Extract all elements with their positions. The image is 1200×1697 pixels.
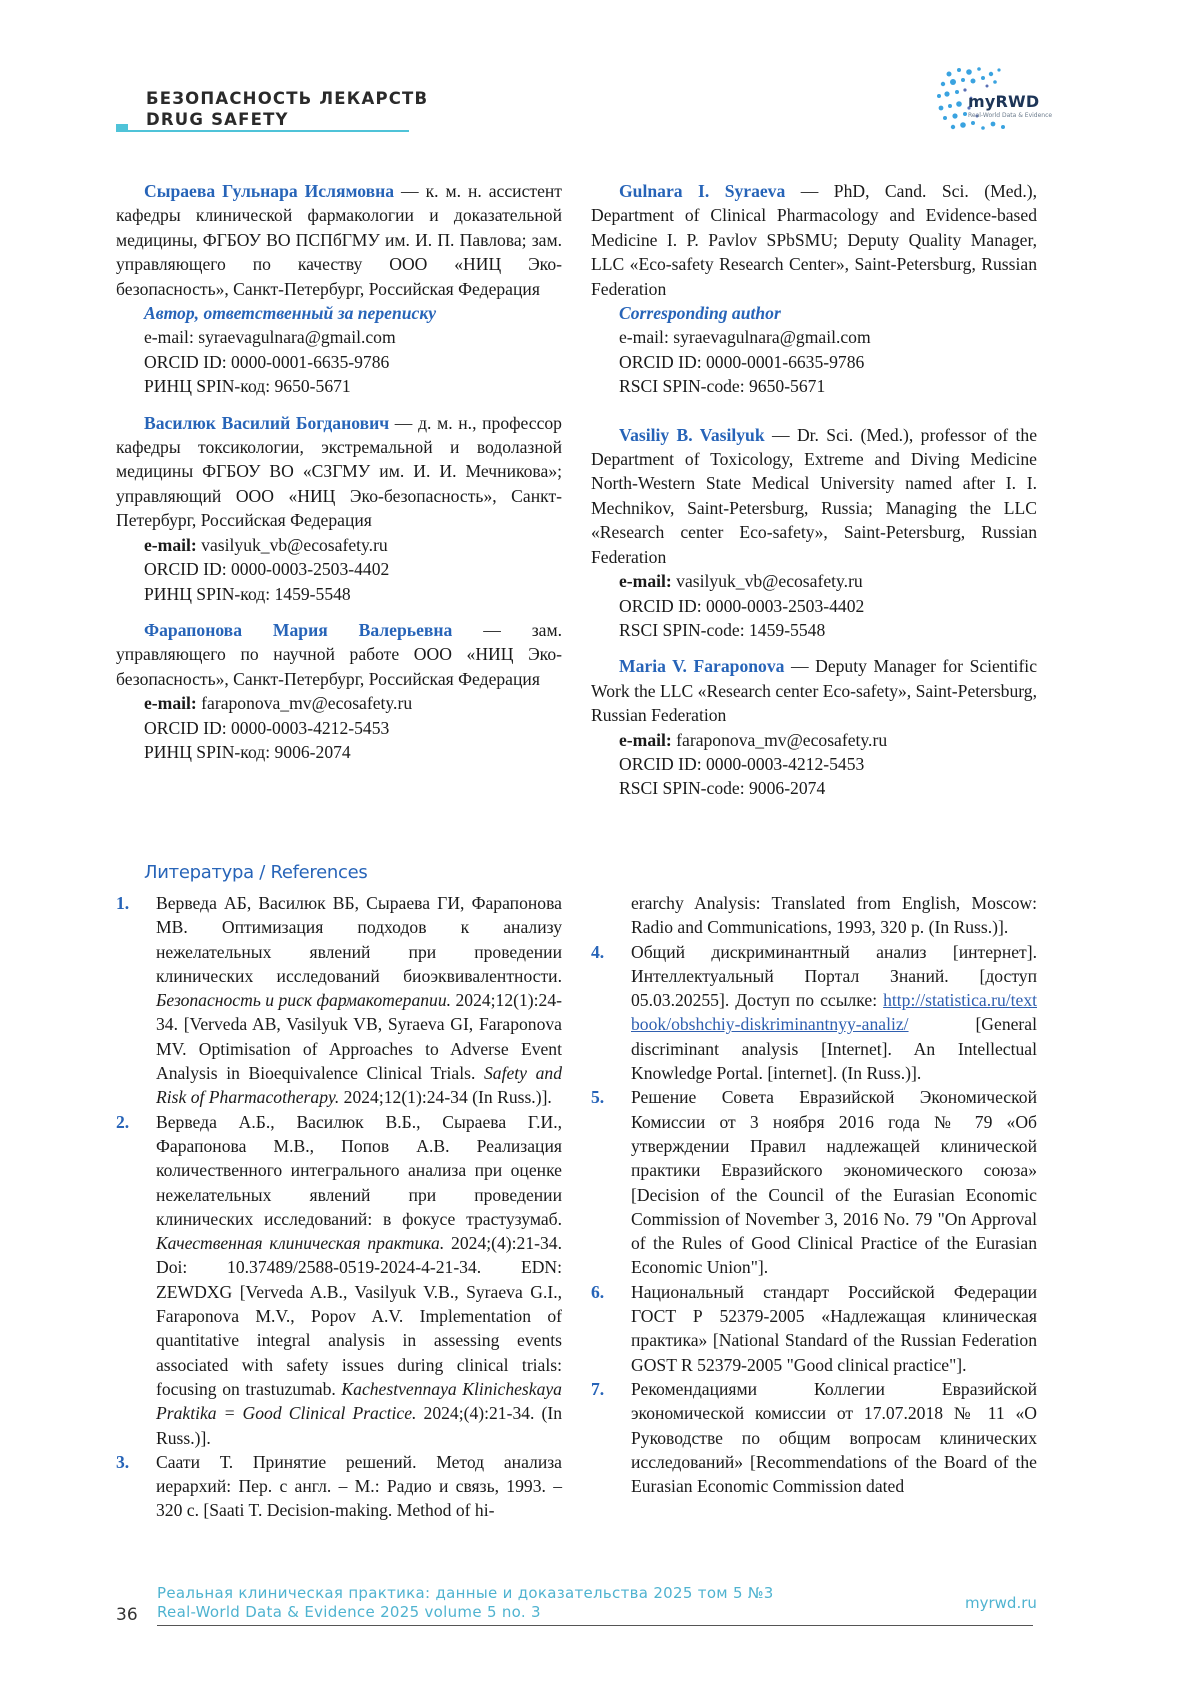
author-affiliation: д. м. н., профессор кафедры токсикологии, экстремальной и водолазной медицины ФГБОУ ВО «СЗГМУ им. И. И. Мечникова»; управляющий ООО «НИЦ Эко-безопасность», Санкт-Петербург, Российская Федерация <box>116 412 562 531</box>
reference-number: 6. <box>591 1281 605 1302</box>
email-label: e-mail: <box>144 693 197 714</box>
author-orcid: ORCID ID: 0000-0003-2503-4402 <box>619 595 865 616</box>
page-number: 36 <box>116 1605 138 1625</box>
authors-ru-column <box>116 179 562 776</box>
author-affiliation: PhD, Cand. Sci. (Med.), Department of Clinical Pharmacology and Evidence-based Medicine I. P. Pavlov SPbSMU; Deputy Quality Manager, LLC «Eco-safety Research Center», Saint-Petersburg, Russian Federation <box>591 181 1037 299</box>
section-header <box>146 88 428 130</box>
author-affiliation: к. м. н. ассистент кафедры клинической фармакологии и доказательной медицины, ФГБОУ ВО ПСПбГМУ им. И. П. Павлова; зам. управляющего по качеству ООО «НИЦ Эко-безопасность», Санкт-Петербург, Российская Федерация <box>116 181 562 299</box>
footer-site-link[interactable]: myrwd.ru <box>965 1594 1037 1612</box>
references-heading: Литература / References <box>144 862 368 883</box>
reference-number: 5. <box>591 1087 605 1108</box>
author-email: vasilyuk_vb@ecosafety.ru <box>676 571 863 592</box>
author-name: Василюк Василий Богданович <box>144 412 390 433</box>
author-affiliation: Deputy Manager for Scientific Work the LLC «Research center Eco-safety», Saint-Petersburg, Russian Federation <box>591 656 1037 726</box>
author-name: Сыраева Гульнара Ислямовна <box>144 181 395 201</box>
footer-journal-en: Real-World Data & Evidence 2025 volume 5 no. 3 <box>157 1603 541 1621</box>
author-en-3: Maria V. Faraponova — Deputy Manager for Scientific Work the LLC «Research center Eco-safety», Saint-Petersburg, Russian Federation e-mail: faraponova_mv@ecosafety.ru ORCID ID: 0000-0003-4212-5453 RSCI SPIN-code: 9006-2074 <box>591 654 1037 800</box>
author-affiliation: Dr. Sci. (Med.), professor of the Department of Toxicology, Extreme and Diving Medicine North-Western State Medical University named after I. I. Mechnikov, Saint-Petersburg, Russia; Managing the LLC «Research center Eco-safety», Saint-Petersburg, Russian Federation <box>591 424 1038 567</box>
reference-number: 1. <box>116 893 130 913</box>
reference-item-2 <box>116 1110 562 1450</box>
reference-number: 4. <box>591 941 605 962</box>
reference-text: Общий дискриминантный анализ [интернет]. Интеллектуальный Портал Знаний. [доступ 05.03.20255]. Доступ по ссылке: <box>631 941 1037 1011</box>
reference-link[interactable]: http://statistica.ru/textbook/obshchiy-diskriminantnyy-analiz/ <box>631 990 1038 1035</box>
reference-item-4 <box>591 940 1037 1086</box>
footer-divider <box>157 1625 1033 1626</box>
reference-text: 2024;(4):21-34. Doi: 10.37489/2588-0519-2024-4-21-34. EDN: ZEWDXG [Verveda A.B., Vasilyuk V.B., Syraeva G.I., Faraponova M.V., Popov A.V. Implementation of quantitative integral analysis in assessing events associated with safety issues during clinical trials: focusing on trastuzumab. <box>156 1233 562 1399</box>
author-affiliation: зам. управляющего по научной работе ООО «НИЦ Эко-безопасность», Санкт-Петербург, Российская Федерация <box>116 619 563 689</box>
author-name: Фарапонова Мария Валерьевна <box>144 619 453 640</box>
footer-journal-ru: Реальная клиническая практика: данные и доказательства 2025 том 5 №3 <box>157 1584 774 1602</box>
reference-journal: Безопасность и риск фармакотерапии. <box>156 990 452 1011</box>
reference-journal: Safety and Risk of Pharmacotherapy. <box>156 1063 562 1108</box>
corresponding-author-label: Corresponding author <box>619 303 781 324</box>
header-underline <box>116 130 409 132</box>
author-spin: RSCI SPIN-code: 9650-5671 <box>619 376 826 397</box>
author-spin: RSCI SPIN-code: 9006-2074 <box>619 778 826 799</box>
email-label: e-mail: <box>619 729 672 750</box>
author-orcid: ORCID ID: 0000-0003-4212-5453 <box>619 753 865 774</box>
author-orcid: ORCID ID: 0000-0003-4212-5453 <box>144 717 390 738</box>
reference-text: Верведа А.Б., Василюк В.Б., Сыраева Г.И., Фарапонова М.В., Попов А.В. Реализация количественного интегрального анализа при оценке нежелательных явлений при проведении клинических исследований: в фокусе трастузумаб. <box>156 1111 562 1229</box>
reference-text: 2024;12(1):24-34 (In Russ.)]. <box>343 1087 552 1108</box>
reference-text: Саати Т. Принятие решений. Метод анализа иерархий: Пер. с англ. – М.: Радио и связь, 1993. – 320 с. [Saati T. Decision-making. Method of hi- <box>156 1451 562 1521</box>
author-orcid: ORCID ID: 0000-0001-6635-9786 <box>144 351 390 372</box>
author-email: faraponova_mv@ecosafety.ru <box>201 693 413 714</box>
reference-text: 2024;12(1):24-34. [Verveda AB, Vasilyuk VB, Syraeva GI, Faraponova MV. Optimisation of Approaches to Adverse Event Analysis in Bioequivalence Clinical Trials. <box>156 990 562 1084</box>
reference-text: [General discriminant analysis [Internet]. An Intellectual Knowledge Portal. [internet]. (In Russ.)]. <box>631 1014 1037 1084</box>
reference-item-1 <box>116 891 562 1110</box>
reference-number: 3. <box>116 1451 130 1472</box>
reference-journal: Качественная клиническая практика. <box>156 1233 445 1254</box>
corresponding-author-label: Автор, ответственный за переписку <box>144 303 437 324</box>
reference-text: 2024;(4):21-34. (In Russ.)]. <box>156 1403 563 1448</box>
author-name: Gulnara I. Syraeva <box>619 181 786 201</box>
author-email: faraponova_mv@ecosafety.ru <box>676 729 888 750</box>
reference-number: 7. <box>591 1378 605 1399</box>
email-label: e-mail: <box>619 571 672 592</box>
section-title-en: DRUG SAFETY <box>146 110 289 129</box>
author-name: Vasiliy B. Vasilyuk <box>619 424 765 445</box>
email-label: e-mail: <box>144 534 197 555</box>
author-ru-3: Фарапонова Мария Валерьевна — зам. управляющего по научной работе ООО «НИЦ Эко-безопасность», Санкт-Петербург, Российская Федерация e-mail: faraponova_mv@ecosafety.ru ORCID ID: 0000-0003-4212-5453 РИНЦ SPIN-код: 9006-2074 <box>116 618 562 764</box>
reference-item-5 <box>591 1085 1037 1279</box>
author-ru-1: Сыраева Гульнара Ислямовна — к. м. н. ассистент кафедры клинической фармакологии и доказательной медицины, ФГБОУ ВО ПСПбГМУ им. И. П. Павлова; зам. управляющего по качеству ООО «НИЦ Эко-безопасность», Санкт-Петербург, Российская Федерация Автор, ответственный за переписку e-mail: syraevagulnara@gmail.com ORCID ID: 0000-0001-6635-9786 РИНЦ SPIN-код: 9650-5671 <box>116 179 562 399</box>
reference-item-6 <box>591 1280 1037 1377</box>
author-ru-2: Василюк Василий Богданович — д. м. н., профессор кафедры токсикологии, экстремальной и водолазной медицины ФГБОУ ВО «СЗГМУ им. И. И. Мечникова»; управляющий ООО «НИЦ Эко-безопасность», Санкт-Петербург, Российская Федерация e-mail: vasilyuk_vb@ecosafety.ru ORCID ID: 0000-0003-2503-4402 РИНЦ SPIN-код: 1459-5548 <box>116 411 562 606</box>
reference-text: Решение Совета Евразийской Экономической Комиссии от 3 ноября 2016 года № 79 «Об утверждении Правил надлежащей клинической практики Евразийского экономического союза» [Decision of the Council of the Eurasian Economic Commission of November 3, 2016 No. 79 "On Approval of the Rules of Good Clinical Practice of the Eurasian Economic Union"]. <box>631 1087 1037 1278</box>
author-spin: РИНЦ SPIN-код: 9006-2074 <box>144 741 351 762</box>
author-email: vasilyuk_vb@ecosafety.ru <box>201 534 388 555</box>
author-en-1: Gulnara I. Syraeva — PhD, Cand. Sci. (Med.), Department of Clinical Pharmacology and Evidence-based Medicine I. P. Pavlov SPbSMU; Deputy Quality Manager, LLC «Eco-safety Research Center», Saint-Petersburg, Russian Federation Corresponding author e-mail: syraevagulnara@gmail.com ORCID ID: 0000-0001-6635-9786 RSCI SPIN-code: 9650-5671 <box>591 179 1037 399</box>
reference-journal: Kachestvennaya Klinicheskaya Praktika = Good Clinical Practice. <box>156 1378 562 1424</box>
reference-text: Рекомендациями Коллегии Евразийской экономической комиссии от 17.07.2018 № 11 «О Руководстве по общим вопросам клинических исследований» [Recommendations of the Board of the Eurasian Economic Commission dated <box>631 1378 1037 1497</box>
reference-item-3-continued: erarchy Analysis: Translated from English, Moscow: Radio and Communications, 1993, 320 p. (In Russ.)]. <box>631 893 1037 938</box>
references-left-column <box>116 891 562 1523</box>
author-email: e-mail: syraevagulnara@gmail.com <box>619 327 871 348</box>
journal-logo-subtitle: Real-World Data & Evidence <box>968 112 1053 119</box>
author-name: Maria V. Faraponova <box>619 656 785 677</box>
section-title-ru: БЕЗОПАСНОСТЬ ЛЕКАРСТВ <box>146 89 429 108</box>
journal-logo-text: myRWD <box>968 92 1040 111</box>
reference-item-7 <box>591 1377 1037 1498</box>
author-spin: РИНЦ SPIN-код: 1459-5548 <box>144 583 351 604</box>
author-spin: RSCI SPIN-code: 1459-5548 <box>619 619 826 640</box>
reference-number: 2. <box>116 1111 130 1132</box>
author-en-2: Vasiliy B. Vasilyuk — Dr. Sci. (Med.), professor of the Department of Toxicology, Extreme and Diving Medicine North-Western State Medical University named after I. I. Mechnikov, Saint-Petersburg, Russia; Managing the LLC «Research center Eco-safety», Saint-Petersburg, Russian Federation e-mail: vasilyuk_vb@ecosafety.ru ORCID ID: 0000-0003-2503-4402 RSCI SPIN-code: 1459-5548 <box>591 423 1037 643</box>
author-orcid: ORCID ID: 0000-0003-2503-4402 <box>144 559 390 580</box>
author-orcid: ORCID ID: 0000-0001-6635-9786 <box>619 351 865 372</box>
references-right-column <box>591 891 1037 1498</box>
authors-en-column <box>591 179 1037 813</box>
reference-text: Национальный стандарт Российской Федерации ГОСТ Р 52379-2005 «Надлежащая клиническая практика» [National Standard of the Russian Federation GOST R 52379-2005 "Good clinical practice"]. <box>631 1281 1037 1375</box>
reference-item-3 <box>116 1450 562 1523</box>
author-email: e-mail: syraevagulnara@gmail.com <box>144 327 396 348</box>
reference-text: Верведа АБ, Василюк ВБ, Сыраева ГИ, Фарапонова МВ. Оптимизация подходов к анализу нежелательных явлений при проведении клинических исследований биоэквивалентности. <box>156 893 562 986</box>
author-spin: РИНЦ SPIN-код: 9650-5671 <box>144 376 351 397</box>
